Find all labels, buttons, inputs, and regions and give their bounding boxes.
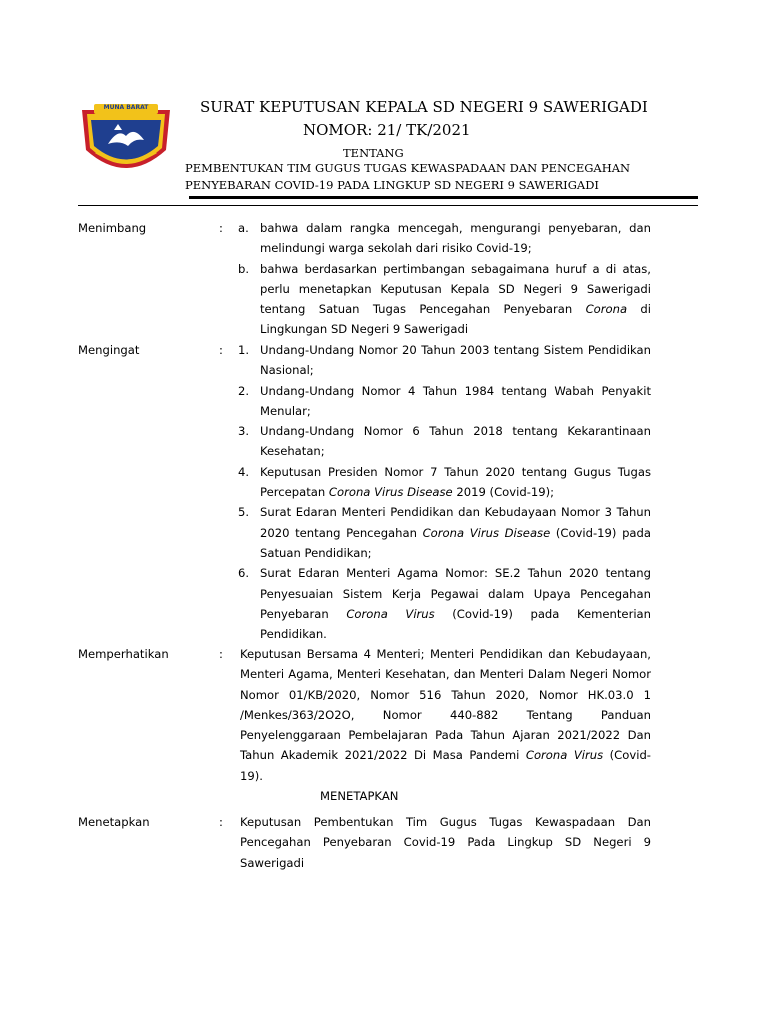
item-number: 1.	[238, 343, 250, 357]
document-title: SURAT KEPUTUSAN KEPALA SD NEGERI 9 SAWERIGADI	[200, 98, 648, 116]
item-number: 5.	[238, 505, 250, 520]
item-number: 3.	[238, 424, 250, 439]
logo-caption: MUNA BARAT	[103, 104, 149, 111]
subject-line-1: PEMBENTUKAN TIM GUGUS TUGAS KEWASPADAAN DAN PENCEGAHAN	[185, 161, 631, 175]
section-label: Menetapkan	[78, 815, 150, 829]
item-number: 4.	[238, 464, 250, 479]
logo-emblem-icon	[78, 100, 174, 180]
section-text: Keputusan Bersama 4 Menteri; Menteri Pendidikan dan Kebudayaan, Menteri Agama, Menteri Kesehatan, dan Menteri Dalam Negeri Nomor Nomor 01/KB/2020, Nomor 516 Tahun 2020, Nomor HK.03.0 1 /Menkes/363/2O2O, Nomor 440-882 Tentang Panduan Penyelenggaraan Pembelajaran Pada Tahun Ajaran 2021/2022 Dan Tahun Akademik 2021/2022 Di Masa Pandemi Corona Virus (Covid-19).	[240, 647, 651, 783]
item-number: a.	[238, 221, 249, 235]
section-label: Memperhatikan	[78, 647, 169, 661]
item-text: Undang-Undang Nomor 6 Tahun 2018 tentang Kekarantinaan Kesehatan;	[260, 424, 651, 459]
item-number: 2.	[238, 383, 250, 398]
item-text: bahwa berdasarkan pertimbangan sebagaimana huruf a di atas, perlu menetapkan Keputusan Kepala SD Negeri 9 Sawerigadi tentang Satuan Tugas Pencegahan Penyebaran Corona di Lingkungan SD Negeri 9 Sawerigadi	[260, 261, 651, 337]
section-colon: :	[219, 647, 223, 661]
item-number: 6.	[238, 566, 250, 581]
item-number: b.	[238, 261, 250, 276]
item-text: bahwa dalam rangka mencegah, mengurangi penyebaran, dan melindungi warga sekolah dari risiko Covid-19;	[260, 221, 651, 256]
section-text: Keputusan Pembentukan Tim Gugus Tugas Kewaspadaan Dan Pencegahan Penyebaran Covid-19 Pada Lingkup SD Negeri 9 Sawerigadi	[240, 815, 651, 870]
item-text: Undang-Undang Nomor 4 Tahun 1984 tentang Wabah Penyakit Menular;	[260, 383, 651, 418]
section-label: Menimbang	[78, 221, 147, 235]
section-colon: :	[219, 815, 223, 829]
header-divider-thick	[189, 196, 698, 199]
item-text: Surat Edaran Menteri Agama Nomor: SE.2 Tahun 2020 tentang Penyesuaian Sistem Kerja Pegawai dalam Upaya Pencegahan Penyebaran Corona Virus (Covid-19) pada Kementerian Pendidikan.	[260, 566, 652, 642]
subject-line-2: PENYEBARAN COVID-19 PADA LINGKUP SD NEGERI 9 SAWERIGADI	[185, 178, 599, 192]
document-number: NOMOR: 21/ TK/2021	[303, 121, 471, 139]
section-colon: :	[219, 221, 223, 235]
item-text: Surat Edaran Menteri Pendidikan dan Kebudayaan Nomor 3 Tahun 2020 tentang Pencegahan Corona Virus Disease (Covid-19) pada Satuan Pendidikan;	[260, 505, 651, 560]
item-text: Keputusan Presiden Nomor 7 Tahun 2020 tentang Gugus Tugas Percepatan Corona Virus Disease 2019 (Covid-19);	[260, 464, 651, 500]
section-colon: :	[219, 343, 223, 357]
header-divider-thin	[78, 205, 698, 206]
section-label: Mengingat	[78, 343, 140, 357]
tentang-heading: TENTANG	[343, 146, 404, 160]
item-text: Undang-Undang Nomor 20 Tahun 2003 tentang Sistem Pendidikan Nasional;	[260, 343, 651, 378]
muna-barat-logo	[78, 100, 174, 180]
menetapkan-heading: MENETAPKAN	[320, 789, 399, 803]
